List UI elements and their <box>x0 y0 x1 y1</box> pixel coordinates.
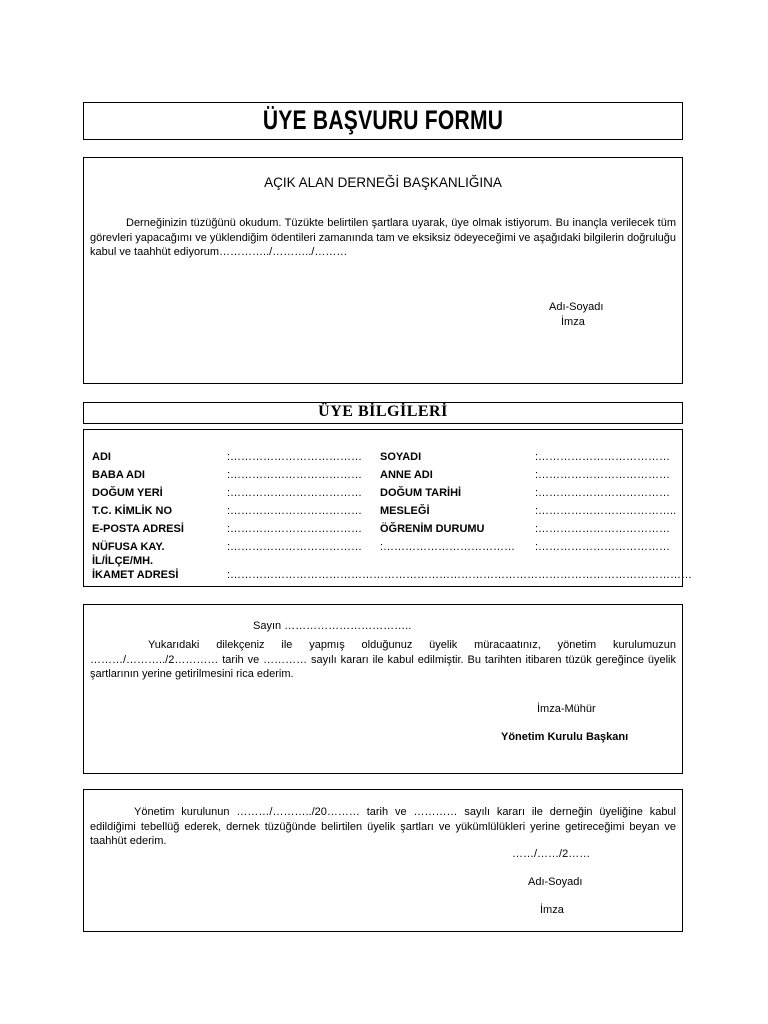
field-value-dogum-tarihi[interactable]: :……………………………… <box>535 487 671 499</box>
field-value-eposta[interactable]: :……………………………… <box>227 523 363 535</box>
form-title: ÜYE BAŞVURU FORMU <box>262 105 504 135</box>
field-label-soyadi: SOYADI <box>380 451 422 463</box>
field-label-baba-adi: BABA ADI <box>92 469 145 481</box>
application-section <box>83 157 683 384</box>
decision-text <box>90 638 676 682</box>
field-value-ogrenim[interactable]: :……………………………… <box>535 523 671 535</box>
field-label-dogum-yeri: DOĞUM YERİ <box>92 487 163 499</box>
field-value-baba-adi[interactable]: :……………………………… <box>227 469 363 481</box>
member-info-section <box>83 429 693 587</box>
field-label-ikamet: İKAMET ADRESİ <box>92 569 179 581</box>
applicant-signature-label: İmza <box>561 316 585 328</box>
field-label-nufus-line1: NÜFUSA KAY. <box>92 541 165 553</box>
field-value-soyadi[interactable]: :……………………………… <box>535 451 671 463</box>
field-label-meslegi: MESLEĞİ <box>380 505 430 517</box>
board-decision-section <box>83 604 683 774</box>
board-chair-label: Yönetim Kurulu Başkanı <box>501 731 629 743</box>
field-label-dogum-tarihi: DOĞUM TARİHİ <box>380 487 462 499</box>
field-value-nufus-1[interactable]: :……………………………… <box>227 541 363 553</box>
field-label-tc-kimlik: T.C. KİMLİK NO <box>92 505 173 517</box>
field-value-adi[interactable]: :……………………………… <box>227 451 363 463</box>
notification-signature-label: İmza <box>540 904 564 916</box>
field-value-dogum-yeri[interactable]: :……………………………… <box>227 487 363 499</box>
member-info-title: ÜYE BİLGİLERİ <box>318 403 448 420</box>
application-text <box>90 216 676 260</box>
field-value-tc-kimlik[interactable]: :……………………………… <box>227 505 363 517</box>
notification-date: ……/……/2…… <box>512 848 591 860</box>
field-value-nufus-3[interactable]: :……………………………… <box>535 541 671 553</box>
decision-text-body: Yukarıdaki dilekçeniz ile yapmış olduğunuz üyelik müracaatınız, yönetim kurulumuzun ………/………../2………… tarih ve ………… sayılı kararı ile kabul edilmiştir. Bu tarihten itibaren tüzük gereğince üyelik şartlarının yerine getirilmesini rica ederim. <box>90 639 676 680</box>
applicant-name-label: Adı-Soyadı <box>549 301 604 313</box>
field-label-adi: ADI <box>92 451 111 463</box>
field-value-nufus-2[interactable]: :……………………………… <box>380 541 516 553</box>
field-label-anne-adi: ANNE ADI <box>380 469 433 481</box>
notification-name-label: Adı-Soyadı <box>528 876 583 888</box>
notification-section <box>83 789 683 932</box>
notification-text <box>90 805 676 849</box>
form-title-box <box>83 102 683 140</box>
seal-label: İmza-Mühür <box>537 703 596 715</box>
application-text-body: Derneğinizin tüzüğünü okudum. Tüzükte belirtilen şartlara uyarak, üye olmak istiyorum. Bu inançla verilecek tüm görevleri yapacağımı ve yüklendiğim ödentileri zamanında tam ve eksiksiz ödeyeceğimi ve aşağıdaki bilgilerin doğruluğu kabul ve taahhüt ediyorum…………../………../……… <box>90 217 676 258</box>
field-value-anne-adi[interactable]: :……………………………… <box>535 469 671 481</box>
application-heading: AÇIK ALAN DERNEĞİ BAŞKANLIĞINA <box>264 175 502 190</box>
member-info-title-box <box>83 402 683 424</box>
notification-text-body: Yönetim kurulunun ………/………../20……… tarih ve ………… sayılı kararı ile derneğin üyeliğine kabul edildiğimi tebellüğ ederek, dernek tüzüğünde belirtilen üyelik şartları ve yükümlülükleri yerine getireceğimi beyan ve taahhüt ederim. <box>90 806 676 847</box>
field-label-ogrenim: ÖĞRENİM DURUMU <box>380 523 485 535</box>
field-value-meslegi[interactable]: :……………………………….. <box>535 505 677 517</box>
field-label-nufus-line2: İL/İLÇE/MH. <box>92 555 154 567</box>
field-label-eposta: E-POSTA ADRESİ <box>92 523 184 535</box>
decision-salutation: Sayın …………………………….. <box>253 620 412 632</box>
field-value-ikamet[interactable]: :……………………………………………………………………………………………………………… <box>227 569 693 581</box>
